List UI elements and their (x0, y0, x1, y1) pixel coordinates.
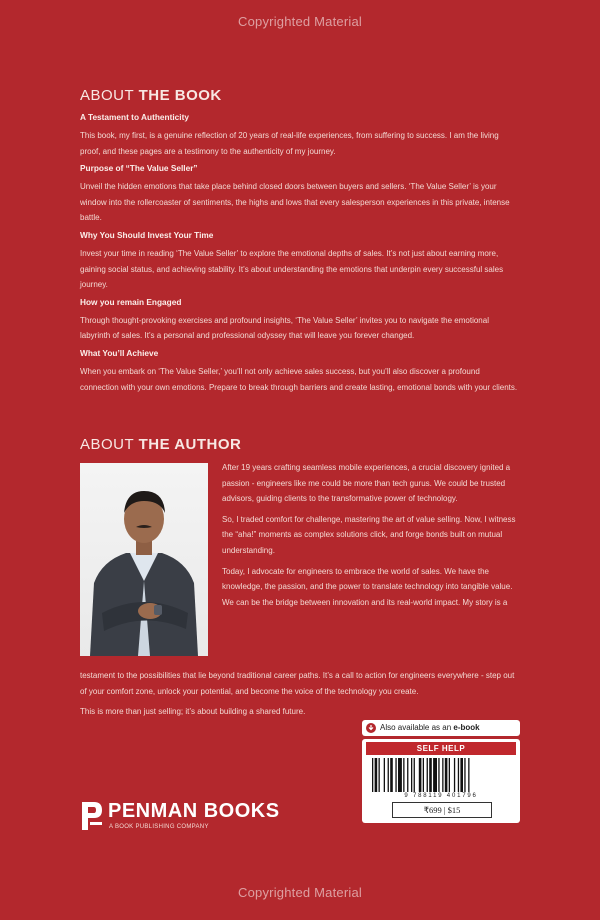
price-label: ₹699 | $15 (392, 802, 492, 818)
heading-bold: THE AUTHOR (138, 436, 242, 453)
author-portrait-illustration (80, 463, 208, 656)
block-text: When you embark on ‘The Value Seller,’ you’ll not only achieve sales success, but you’ll also discover a profound connection with your own emotions. Prepare to break through barriers and create lasting, emotional bonds with your clients. (80, 366, 518, 392)
block-title: Why You Should Invest Your Time (80, 229, 214, 240)
category-label: SELF HELP (366, 742, 516, 755)
publisher-tagline: A BOOK PUBLISHING COMPANY (109, 824, 209, 830)
book-block-authenticity (80, 112, 520, 159)
barcode-image (372, 758, 510, 792)
author-photo (80, 463, 208, 656)
block-title: Purpose of “The Value Seller” (80, 163, 198, 174)
heading-bold: THE BOOK (138, 87, 222, 104)
about-book-body (80, 112, 520, 399)
block-text: Unveil the hidden emotions that take place behind closed doors between buyers and sellers. ‘The Value Seller’ is your window into the rollercoaster of sentiments, the highs and lows that every salesperson experiences in this private, intense battle. (80, 182, 510, 223)
ebook-bold: e-book (453, 723, 480, 732)
download-icon (366, 723, 376, 733)
block-title: What You’ll Achieve (80, 347, 159, 358)
book-block-invest (80, 230, 520, 293)
author-para-3a: Today, I advocate for engineers to embrace the world of sales. We have the knowledge, the passion, and the power to translate technology into tangible value. We can be the bridge between innovation and its real-world impact. My story is a (222, 566, 513, 607)
barcode-box (362, 739, 520, 823)
publisher-name: PENMAN BOOKS (108, 800, 280, 822)
watermark-top: Copyrighted Material (238, 14, 362, 29)
block-text: This book, my first, is a genuine reflection of 20 years of real-life experiences, from suffering to success. I am the living proof, and these pages are a testimony to the authenticity of my journey. (80, 131, 499, 156)
penman-logo-icon (80, 800, 104, 832)
author-para-4: This is more than just selling; it’s about building a shared future. (80, 707, 306, 717)
ebook-availability-badge (362, 720, 520, 736)
author-bio-beside-photo (222, 460, 520, 610)
block-title: How you remain Engaged (80, 296, 182, 307)
book-block-engaged (80, 297, 520, 344)
about-book-heading (80, 87, 222, 104)
watermark-bottom: Copyrighted Material (238, 885, 362, 900)
about-author-heading (80, 436, 241, 453)
heading-light: ABOUT (80, 87, 139, 104)
block-title: A Testament to Authenticity (80, 112, 189, 122)
book-block-achieve (80, 348, 520, 395)
publisher-logo (80, 800, 300, 840)
author-bio-full-width (80, 668, 520, 725)
ebook-prefix: Also available as an (380, 723, 454, 732)
author-para-2: So, I traded comfort for challenge, mastering the art of value selling. Now, I witness the “aha!” moments as complex solutions click, and forge bonds built on mutual understanding. (222, 514, 516, 555)
book-block-purpose (80, 163, 520, 226)
author-para-1: After 19 years crafting seamless mobile experiences, a crucial discovery ignited a passion - engineers like me could be more than tech gurus. We could be trusted advisors, guiding clients to the transformative power of technology. (222, 463, 511, 504)
isbn-number: 9 788119 401796 (404, 793, 478, 799)
block-text: Through thought-provoking exercises and profound insights, ‘The Value Seller’ invites you to navigate the emotional labyrinth of sales. It’s a personal and professional odyssey that will leave you forever changed. (80, 315, 489, 341)
heading-light: ABOUT (80, 436, 139, 453)
author-para-3b: testament to the possibilities that lie beyond traditional career paths. It’s a call to action for engineers everywhere - step out of your comfort zone, unlock your potential, and become the voice of the technology you create. (80, 671, 515, 696)
block-text: Invest your time in reading ‘The Value Seller’ to explore the emotional depths of sales. It’s not just about earning more, gaining social status, and achieving stability. It’s about understanding the emotions that underpin every successful sales journey. (80, 248, 504, 290)
ebook-text (380, 720, 480, 736)
